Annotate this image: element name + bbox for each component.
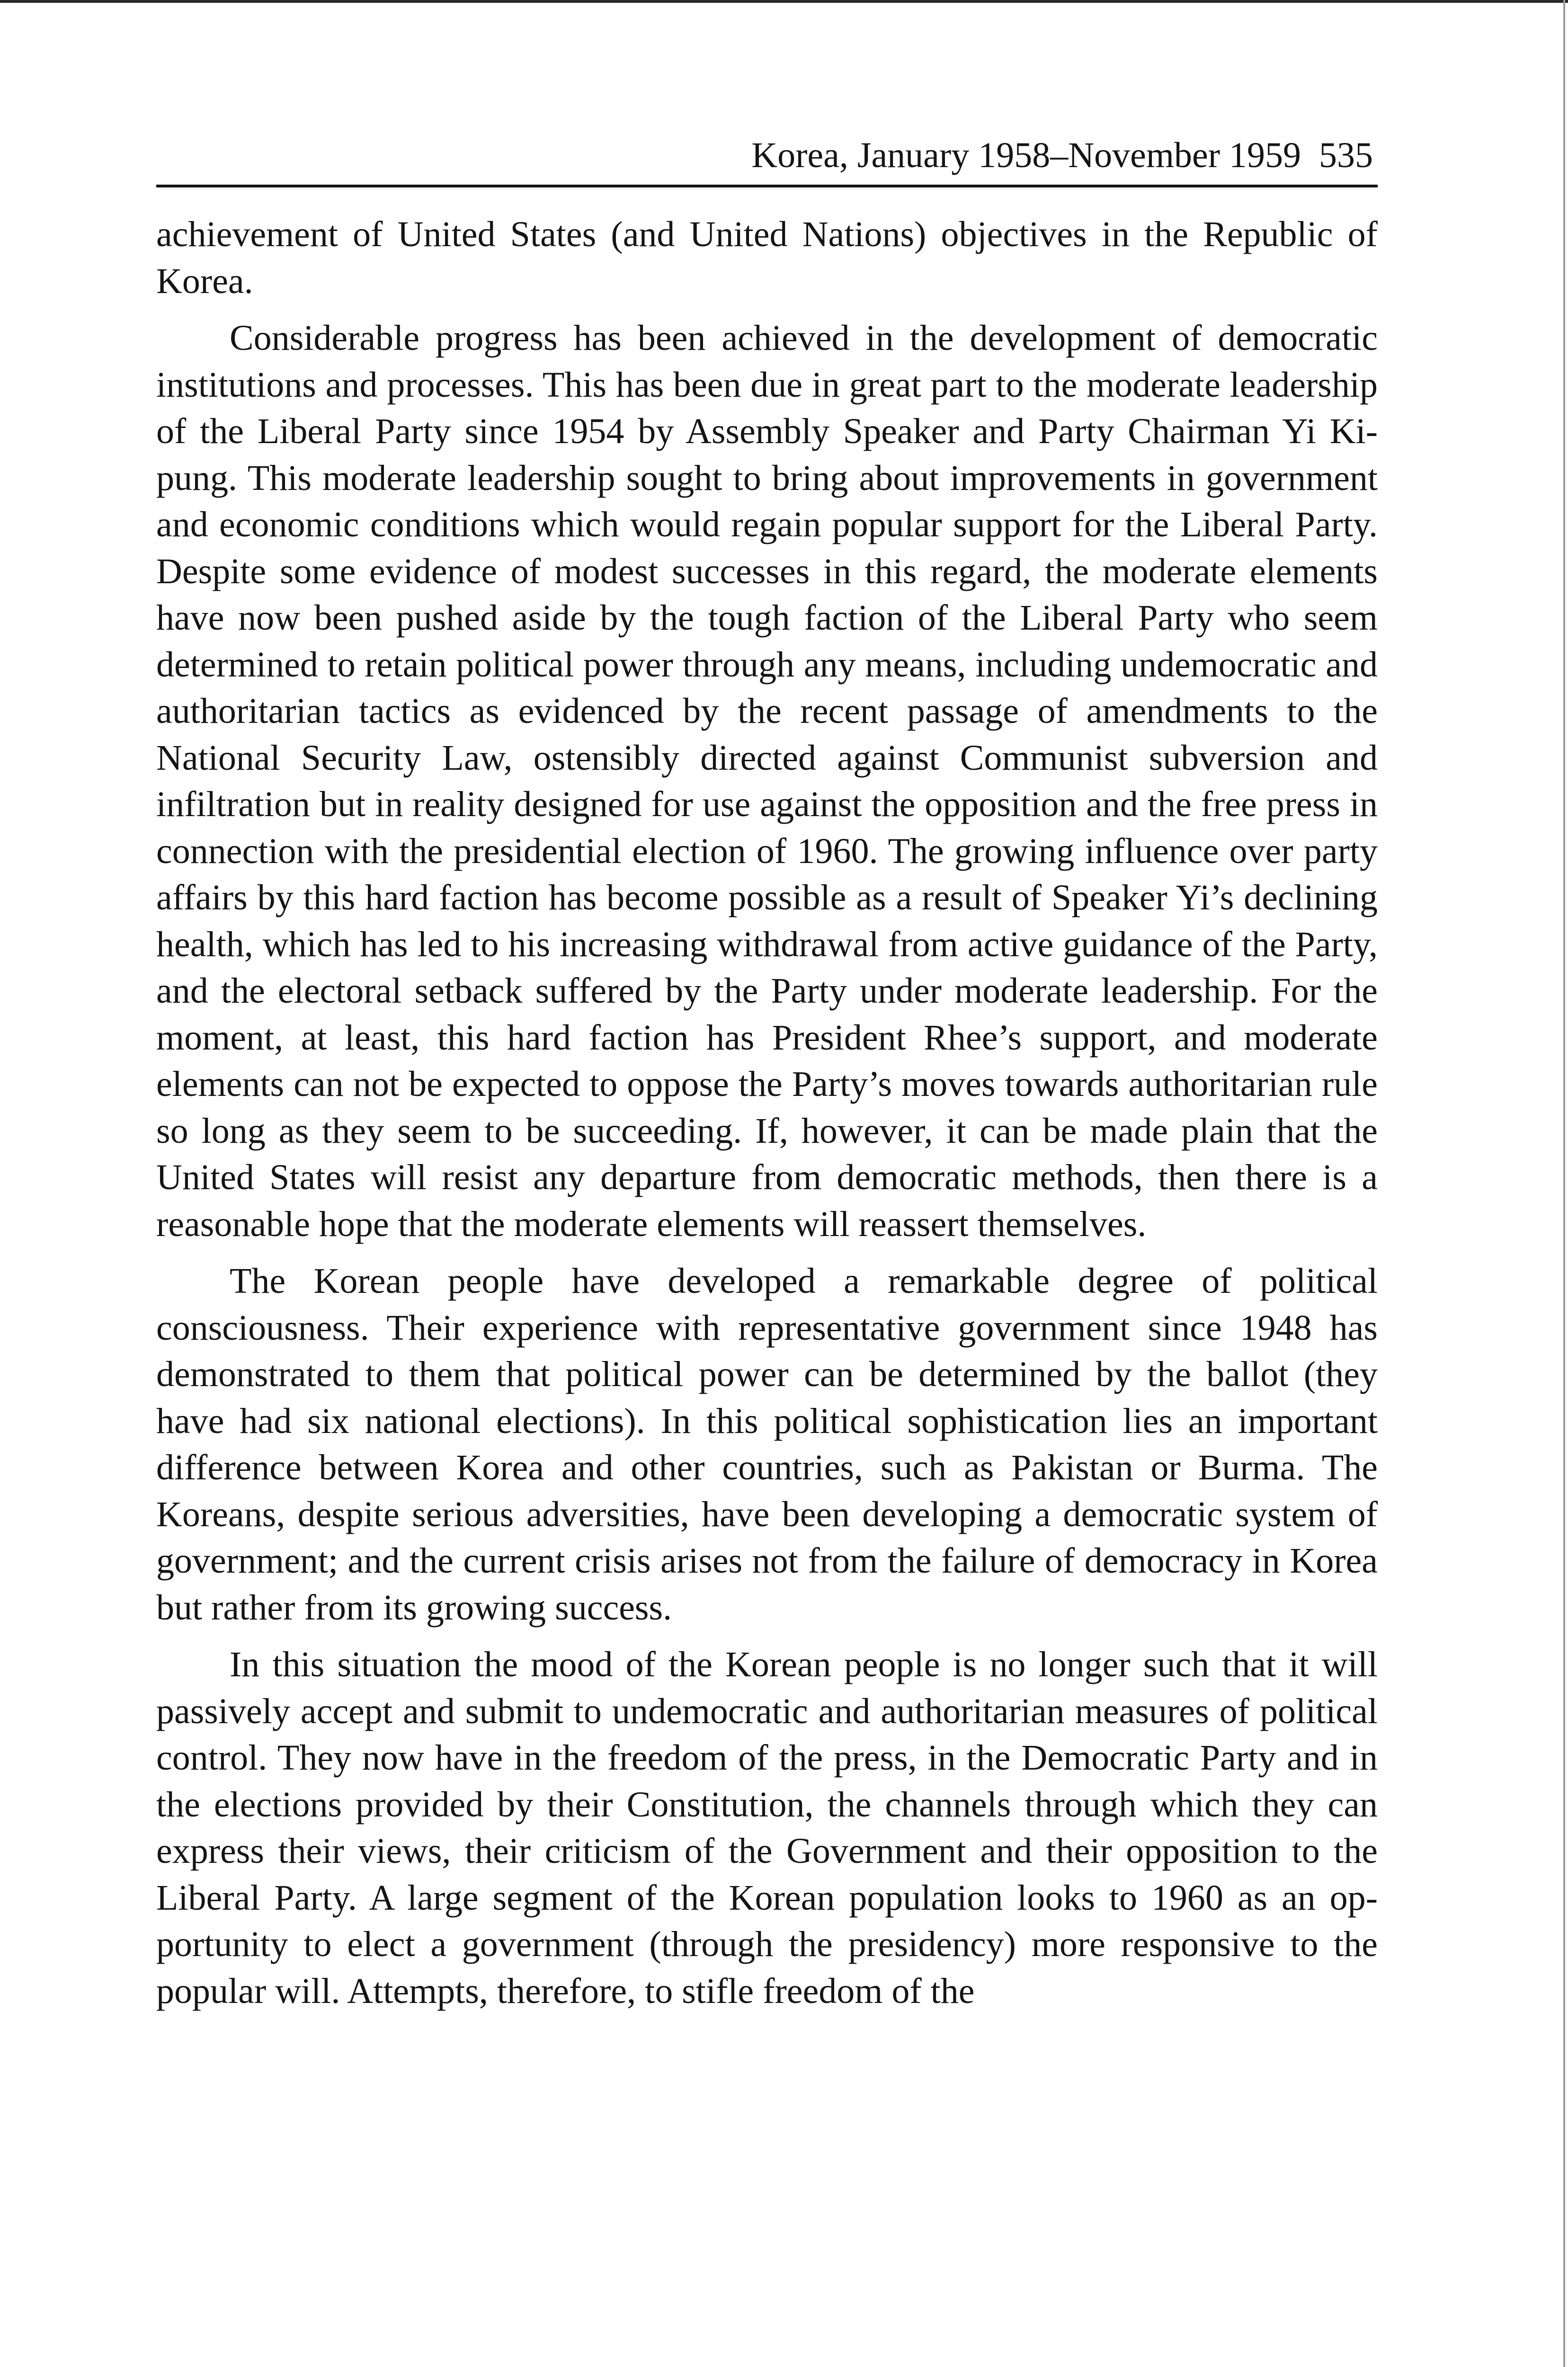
page-number: 535 [1319,135,1373,175]
paragraph: The Korean people have developed a remarkable degree of political consciousness. Their experience with representative government since 1948 has demonstrated to them that political power can be determined by the ballot (they have had six national elections). In this political sophistication lies an important difference between Korea and other countries, such as Pakistan or Burma. The Koreans, despite serious adversities, have been developing a democratic system of government; and the current crisis arises not from the failure of democracy in Korea but rather from its growing success. [156,1261,1378,1628]
running-head-title: Korea, January 1958–November 1959 [751,135,1301,175]
document-page [156,137,1378,2014]
paragraph: Considerable progress has been achieved in the development of democratic institutions and processes. This has been due in great part to the moderate leadership of the Liberal Party since 1954 by Assembly Speaker and Party Chairman Yi Ki-pung. This moderate leadership sought to bring about improvements in government and economic conditions which would regain popular support for the Liberal Party. Despite some evidence of modest successes in this regard, the moderate elements have now been pushed aside by the tough faction of the Liberal Party who seem determined to retain political power through any means, including undemocratic and authoritarian tactics as evidenced by the recent passage of amendments to the National Security Law, ostensibly directed against Communist subversion and infiltration but in reality designed for use against the opposition and the free press in connection with the presidential election of 1960. The growing influence over party affairs by this hard faction has become possible as a result of Speaker Yi’s declining health, which has led to his increasing withdrawal from active guidance of the Party, and the electoral setback suffered by the Party under moderate leadership. For the moment, at least, this hard faction has President Rhee’s support, and moderate elements can not be expected to oppose the Party’s moves towards authoritarian rule so long as they seem to be succeeding. If, however, it can be made plain that the United States will resist any departure from democratic methods, then there is a reasonable hope that the moderate elements will reassert themselves. [156,318,1378,1244]
paragraph: In this situation the mood of the Korean people is no longer such that it will passively accept and submit to undemocratic and authoritarian measures of political control. They now have in the freedom of the press, in the Democratic Party and in the elections provided by their Constitution, the channels through which they can express their views, their criticism of the Government and their opposition to the Liberal Party. A large segment of the Korean population looks to 1960 as an opportunity to elect a government (through the presidency) more responsive to the popular will. Attempts, therefore, to stifle freedom of the [156,1645,1378,2011]
scan-edge-top [0,0,1568,3]
header-rule [156,185,1378,187]
scan-edge-right [1563,0,1565,2367]
paragraph-continued: achievement of United States (and United Nations) objectives in the Republic of Korea. [156,214,1378,301]
body-text [156,211,1378,2014]
running-head [156,137,1378,185]
